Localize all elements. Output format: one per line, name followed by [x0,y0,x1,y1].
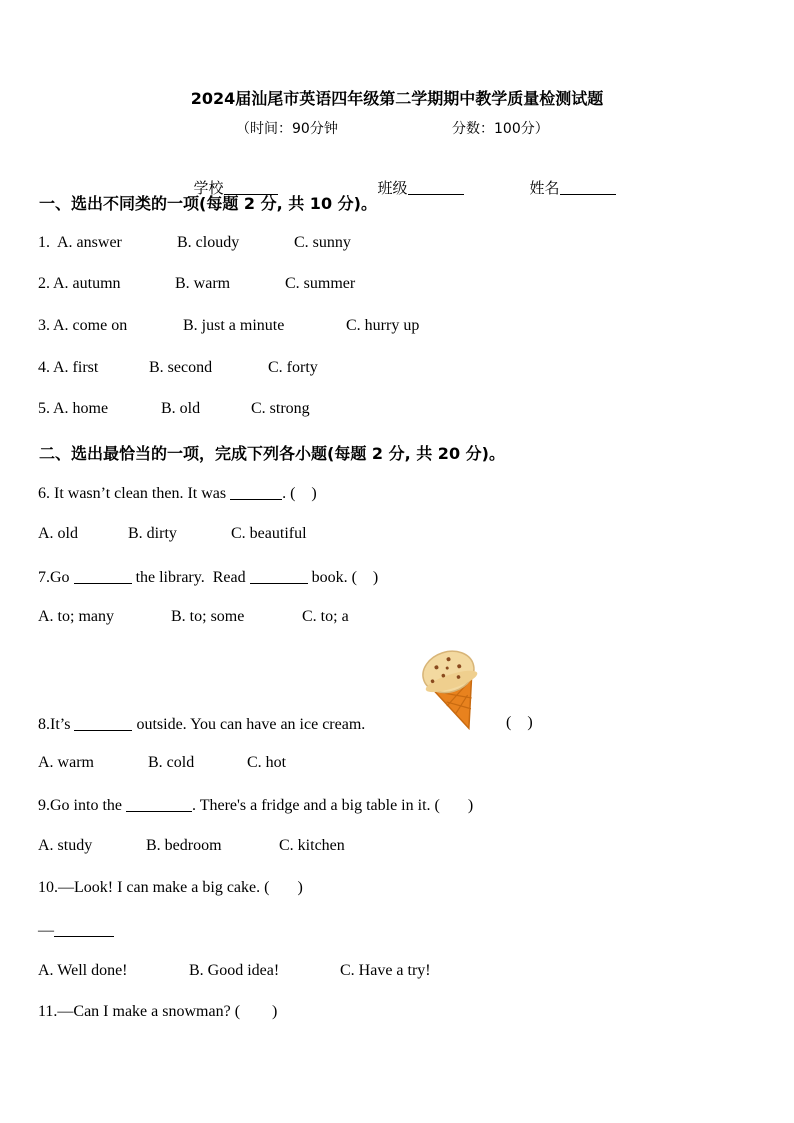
q7-text-post: book. ( ) [307,569,379,586]
q7-stem [38,567,378,587]
q6-text-pre: 6. It wasn’t clean then. It was [38,485,231,502]
q4-number: 4. [38,359,50,376]
q2-number: 2. [38,275,50,292]
class-field [368,159,464,198]
section2-heading: 二、选出最恰当的一项，完成下列各小题(每题 2 分, 共 20 分)。 [39,444,505,463]
q8-option-c[interactable]: C. hot [247,754,287,771]
q4-option-b[interactable]: B. second [149,359,213,376]
q6-text-post: . ( ) [282,485,317,502]
q11-stem: 11.—Can I make a snowman? ( ) [38,1003,278,1020]
school-label: 学校 [193,179,224,197]
q9-text-post: . There's a fridge and a big table in it. ( ) [192,797,474,814]
q1-option-b[interactable]: B. cloudy [177,234,240,251]
q8-text-pre: 8.It’s [38,716,75,733]
q7-blank-2[interactable] [250,567,308,584]
q7-option-a[interactable]: A. to; many [38,608,114,625]
q5-option-c[interactable]: C. strong [251,400,310,417]
q7-text-mid: the library. Read [131,569,250,586]
q9-option-b[interactable]: B. bedroom [146,837,222,854]
q4-option-c[interactable]: C. forty [268,359,318,376]
page-title: 2024届汕尾市英语四年级第二学期期中教学质量检测试题 [190,89,604,108]
ice-cream-icon [418,645,490,733]
name-field [520,159,616,198]
q1-option-c[interactable]: C. sunny [294,234,351,251]
q8-blank[interactable] [74,714,132,731]
q10-blank[interactable] [54,920,114,937]
q9-blank[interactable] [126,795,192,812]
exam-score: 分数：100分） [452,121,549,137]
q6-blank[interactable] [230,483,282,500]
q7-option-b[interactable]: B. to; some [171,608,245,625]
q8-answer-paren[interactable]: ( ) [506,714,533,731]
q7-blank-1[interactable] [74,567,132,584]
q3-option-b[interactable]: B. just a minute [183,317,285,334]
q8-option-b[interactable]: B. cold [148,754,195,771]
q8-stem [38,714,365,734]
q3-option-a[interactable]: A. come on [53,317,128,334]
q10-stem: 10.—Look! I can make a big cake. ( ) [38,879,303,896]
q9-option-a[interactable]: A. study [38,837,93,854]
q7-option-c[interactable]: C. to; a [302,608,349,625]
q9-text-pre: 9.Go into the [38,797,126,814]
exam-time: （时间：90分钟 [236,121,338,137]
q10-dash: — [38,922,54,939]
q2-option-c[interactable]: C. summer [285,275,356,292]
q6-option-a[interactable]: A. old [38,525,78,542]
q2-option-b[interactable]: B. warm [175,275,231,292]
section1-heading: 一、选出不同类的一项(每题 2 分, 共 10 分)。 [39,194,377,213]
q5-number: 5. [38,400,50,417]
q5-option-a[interactable]: A. home [53,400,109,417]
class-label: 班级 [377,179,408,197]
q6-option-c[interactable]: C. beautiful [231,525,307,542]
q7-text-pre: 7.Go [38,569,74,586]
q10-option-b[interactable]: B. Good idea! [189,962,280,979]
q10-option-c[interactable]: C. Have a try! [340,962,431,979]
q1-option-a[interactable]: A. answer [57,234,122,251]
q8-option-a[interactable]: A. warm [38,754,94,771]
q6-option-b[interactable]: B. dirty [128,525,177,542]
q10-reply [38,920,114,940]
q4-option-a[interactable]: A. first [53,359,99,376]
q2-option-a[interactable]: A. autumn [53,275,121,292]
q8-text-post: outside. You can have an ice cream. [132,716,366,733]
q1-number: 1. [38,234,50,251]
q3-number: 3. [38,317,50,334]
q6-stem [38,483,317,503]
name-blank[interactable] [560,179,616,195]
q9-option-c[interactable]: C. kitchen [279,837,345,854]
q10-option-a[interactable]: A. Well done! [38,962,128,979]
q5-option-b[interactable]: B. old [161,400,201,417]
name-label: 姓名 [529,179,560,197]
q3-option-c[interactable]: C. hurry up [346,317,420,334]
class-blank[interactable] [408,179,464,195]
q9-stem [38,795,473,815]
